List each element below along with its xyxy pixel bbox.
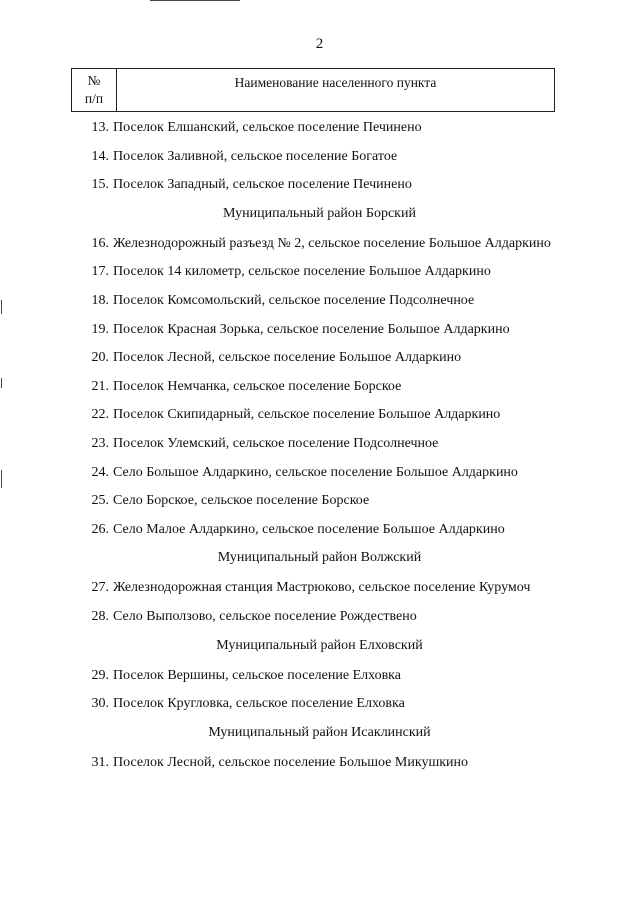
list-item xyxy=(0,377,639,397)
item-text: Село Большое Алдаркино, сельское поселение Большое Алдаркино xyxy=(113,464,518,480)
item-text: Село Выползово, сельское поселение Рождествено xyxy=(113,608,417,624)
item-text: Поселок Комсомольский, сельское поселение Подсолнечное xyxy=(113,292,475,308)
district-heading: Муниципальный район Исаклинский xyxy=(208,724,431,740)
list-item xyxy=(0,520,639,540)
item-text: Поселок Скипидарный, сельское поселение Большое Алдаркино xyxy=(113,407,501,423)
list-item xyxy=(0,234,639,254)
item-text: Поселок Лесной, сельское поселение Большое Микушкино xyxy=(113,754,469,770)
item-number: 28. xyxy=(91,608,109,624)
header-number-column xyxy=(72,69,117,111)
list-item xyxy=(0,666,639,686)
item-text: Поселок Елшанский, сельское поселение Печинено xyxy=(113,120,422,135)
header-number-abbr: п/п xyxy=(84,91,104,106)
settlement-list xyxy=(0,118,639,781)
item-number: 16. xyxy=(91,235,109,251)
item-number: 19. xyxy=(91,321,109,337)
item-number: 27. xyxy=(91,580,109,596)
district-heading: Муниципальный район Волжский xyxy=(217,550,422,566)
list-item xyxy=(0,607,639,627)
list-item xyxy=(0,753,639,773)
item-number: 18. xyxy=(91,292,109,308)
scan-artifact-top xyxy=(150,0,240,1)
item-number: 30. xyxy=(91,696,109,712)
item-number: 29. xyxy=(91,667,109,683)
item-text: Поселок Немчанка, сельское поселение Борское xyxy=(113,378,402,394)
header-name-column: Наименование населенного пункта xyxy=(234,75,437,90)
item-text: Поселок Лесной, сельское поселение Большое Алдаркино xyxy=(113,350,462,366)
item-text: Железнодорожная станция Мастрюково, сельское поселение Курумоч xyxy=(113,580,531,596)
item-text: Поселок Улемский, сельское поселение Подсолнечное xyxy=(113,435,439,451)
list-item xyxy=(0,348,639,368)
item-text: Поселок Заливной, сельское поселение Богатое xyxy=(113,148,398,164)
item-number: 26. xyxy=(91,521,109,537)
item-number: 22. xyxy=(91,407,109,423)
item-text: Село Малое Алдаркино, сельское поселение Большое Алдаркино xyxy=(113,521,505,537)
item-number: 21. xyxy=(91,378,109,394)
list-item xyxy=(0,405,639,425)
item-text: Поселок Западный, сельское поселение Печинено xyxy=(113,177,412,193)
item-text: Поселок Кругловка, сельское поселение Елховка xyxy=(113,696,405,712)
item-number: 13. xyxy=(91,120,109,135)
item-text: Поселок Вершины, сельское поселение Елховка xyxy=(113,667,401,683)
table-header xyxy=(71,68,555,112)
item-number: 31. xyxy=(91,754,109,770)
item-number: 25. xyxy=(91,493,109,509)
list-item xyxy=(0,320,639,340)
district-heading: Муниципальный район Борский xyxy=(223,205,416,221)
item-number: 23. xyxy=(91,435,109,451)
list-item xyxy=(0,694,639,714)
item-text: Поселок 14 километр, сельское поселение Большое Алдаркино xyxy=(113,264,491,280)
item-number: 20. xyxy=(91,350,109,366)
list-item xyxy=(0,434,639,454)
list-item xyxy=(0,291,639,311)
list-item xyxy=(0,147,639,167)
item-number: 17. xyxy=(91,264,109,280)
page-number: 2 xyxy=(315,36,324,52)
header-number-sign: № xyxy=(87,73,101,88)
list-item xyxy=(0,463,639,483)
district-heading: Муниципальный район Елховский xyxy=(216,637,423,653)
list-item xyxy=(0,175,639,195)
list-item xyxy=(0,491,639,511)
list-item xyxy=(0,118,639,138)
list-item xyxy=(0,578,639,598)
item-number: 24. xyxy=(91,464,109,480)
item-text: Село Борское, сельское поселение Борское xyxy=(113,493,370,509)
item-number: 15. xyxy=(91,177,109,193)
item-number: 14. xyxy=(91,148,109,164)
item-text: Железнодорожный разъезд № 2, сельское поселение Большое Алдаркино xyxy=(113,235,551,251)
list-item xyxy=(0,262,639,282)
item-text: Поселок Красная Зорька, сельское поселение Большое Алдаркино xyxy=(113,321,510,337)
